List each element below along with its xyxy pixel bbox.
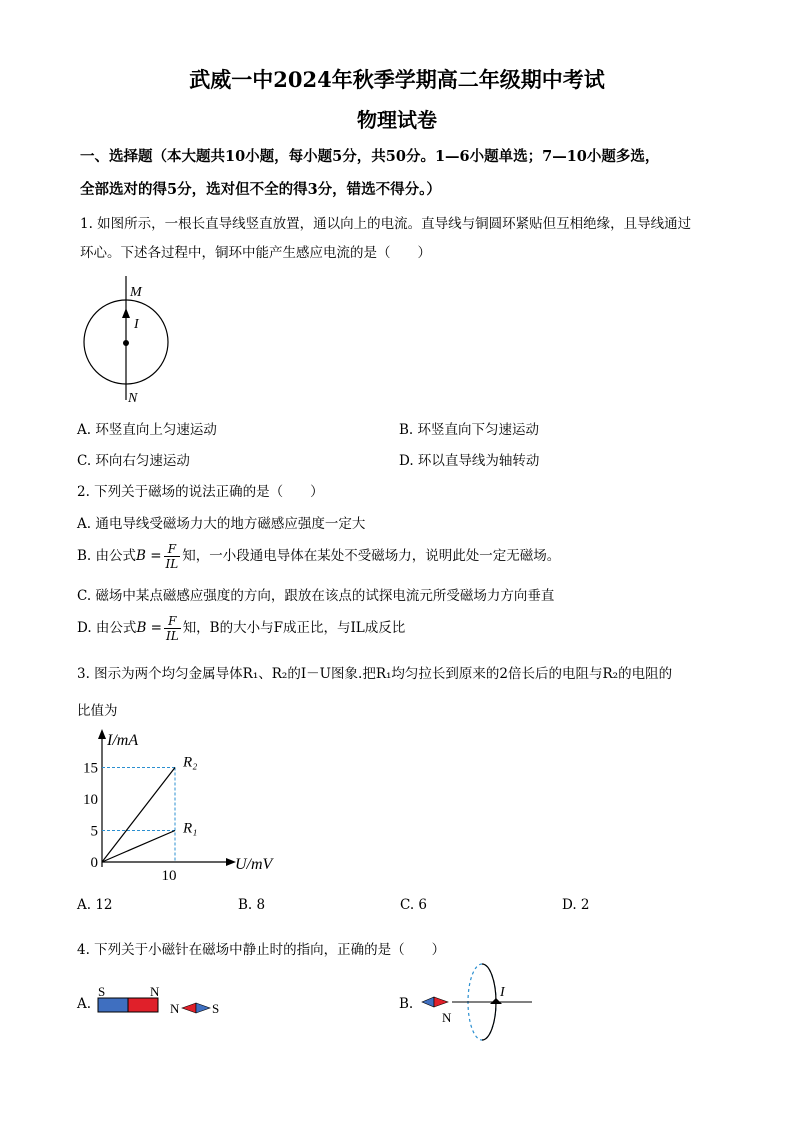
q4-option-a-label: A. [77,996,92,1012]
q1-option-c: C. 环向右匀速运动 [77,453,190,469]
formula-fraction [164,542,181,571]
label-n: N [128,391,138,406]
formula-numerator: F [164,542,181,557]
q2-option-d-prefix: D. 由公式 [77,620,137,636]
q2-option-b-prefix: B. 由公式 [77,548,137,564]
exam-title: 武威一中2024年秋季学期高二年级期中考试 [189,67,605,92]
needle-b-n-label: N [442,1010,452,1025]
current-arrow-icon [122,308,130,318]
x-axis-label: U/mV [235,856,273,873]
q1-stem-line1: 1. 如图所示，一根长直导线竖直放置，通以向上的电流。直导线与铜圆环紧贴但互相绝缘，且导线通过 [80,216,692,232]
q2-option-d-suffix: 知，B的大小与F成正比，与IL成反比 [182,620,406,636]
q4-figure-b [416,960,546,1050]
y-axis-label: I/mA [107,732,139,749]
y-axis-arrow-icon [98,729,106,739]
exam-subtitle: 物理试卷 [357,108,437,132]
series-line-r1 [102,831,175,863]
q3-option-d: D. 2 [562,897,590,913]
formula-lhs: B = [136,620,162,636]
q2-option-b [77,538,560,574]
bar-magnet-n-half [128,998,158,1012]
q4-figure-a [96,986,236,1026]
label-i: I [134,317,139,332]
q3-stem-line2: 比值为 [77,703,118,719]
formula-denominator: IL [165,629,179,643]
q2-stem: 2. 下列关于磁场的说法正确的是（ ） [77,484,324,500]
ring-center-dot [123,340,129,346]
x-tick-label-10: 10 [161,868,177,884]
q3-stem-line1: 3. 图示为两个均匀金属导体R₁、R₂的I－U图象.把R₁均匀拉长到原来的2倍长后的电阻与R₂的电阻的 [77,666,673,682]
q3-option-a: A. 12 [77,897,113,913]
q2-option-a: A. 通电导线受磁场力大的地方磁感应强度一定大 [77,516,366,532]
formula-denominator: IL [165,557,179,571]
magnet-n-label: N [150,984,160,999]
q1-figure [80,272,180,407]
q1-option-a: A. 环竖直向上匀速运动 [77,422,217,438]
needle-s-label: S [212,1001,220,1016]
q3-option-b: B. 8 [238,897,266,913]
needle-b-right [434,997,448,1007]
y-tick-label-15: 15 [83,760,98,777]
iu-chart [80,725,300,885]
label-m: M [130,285,142,300]
q2-option-d [77,610,405,646]
magnet-s-label: S [98,984,106,999]
q2-option-b-suffix: 知，一小段通电导体在某处不受磁场力，说明此处一定无磁场。 [182,548,561,564]
formula-lhs: B = [136,548,162,564]
formula-fraction [164,614,181,643]
y-tick-label-0: 0 [90,855,98,871]
needle-n-end [182,1003,196,1013]
q2-option-c: C. 磁场中某点磁感应强度的方向，跟放在该点的试探电流元所受磁场力方向垂直 [77,588,555,604]
q1-option-b: B. 环竖直向下匀速运动 [399,422,540,438]
needle-s-end [196,1003,210,1013]
q1-option-d: D. 环以直导线为轴转动 [399,453,540,469]
bar-magnet-s-half [98,998,128,1012]
needle-n-label: N [170,1001,180,1016]
current-label: I [500,985,505,1000]
q4-stem: 4. 下列关于小磁针在磁场中静止时的指向，正确的是（ ） [77,942,446,958]
y-tick-label-10: 10 [83,792,98,808]
y-tick-label-5: 5 [90,823,98,840]
formula-numerator: F [164,614,181,629]
needle-b-left [422,997,434,1007]
section-heading-line2: 全部选对的得5分，选对但不全的得3分，错选不得分。） [80,181,441,198]
q4-option-b-label: B. [399,996,414,1012]
series-line-r2 [102,768,175,863]
series-label-r1: R₁ [183,820,198,837]
q1-stem-line2: 环心。下述各过程中，铜环中能产生感应电流的是（ ） [80,245,431,261]
q3-option-c: C. 6 [400,897,428,913]
series-label-r2: R₂ [183,754,198,771]
section-heading-line1: 一、选择题（本大题共10小题，每小题5分，共50分。1—6小题单选；7—10小题多选， [80,148,660,165]
